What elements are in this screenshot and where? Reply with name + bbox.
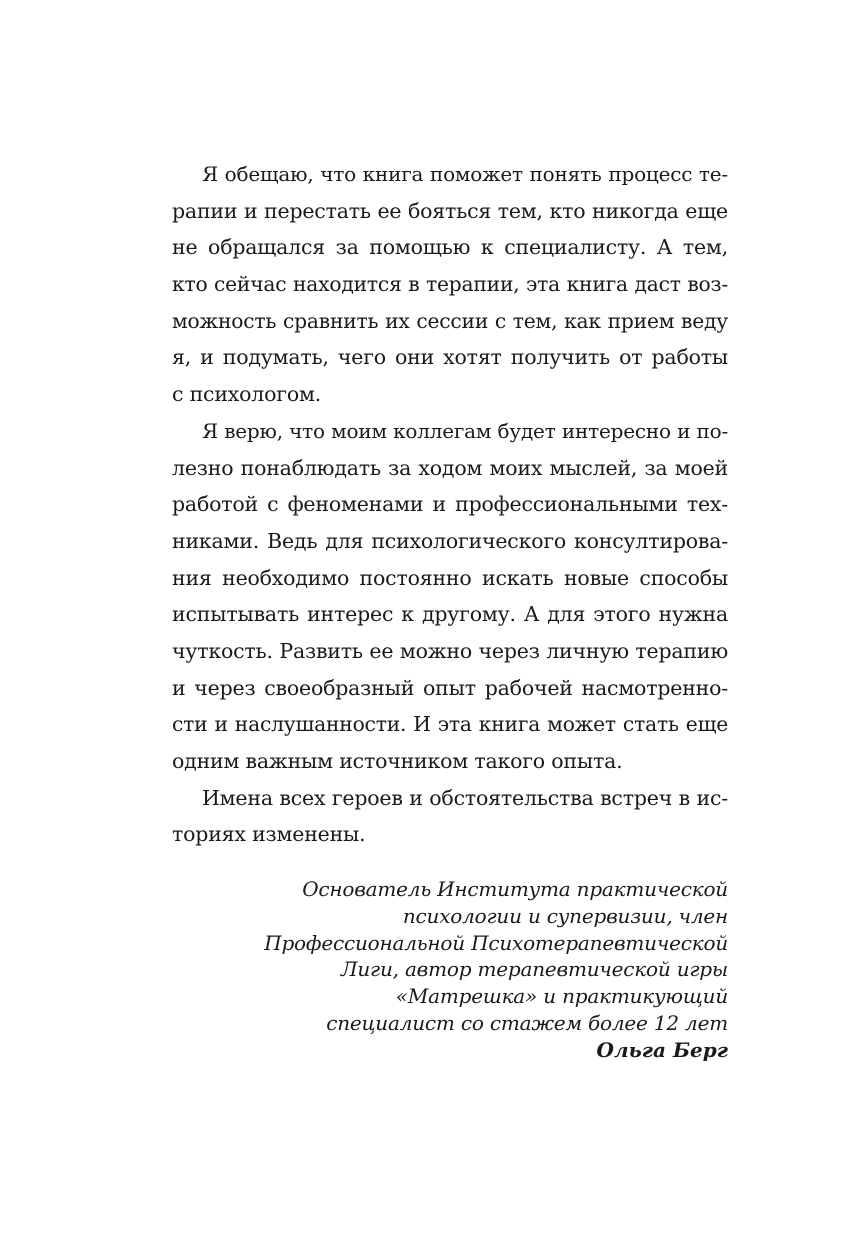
paragraph-line: кто сейчас находится в терапии, эта книга даст воз-	[172, 272, 728, 297]
author-signature	[208, 876, 728, 1064]
paragraph-line: ния необходимо постоянно искать новые способы	[172, 565, 728, 590]
signature-line: Лиги, автор терапевтической игры	[340, 957, 728, 982]
paragraph-line: я, и подумать, чего они хотят получить от работы	[172, 345, 728, 370]
signature-line: Профессиональной Психотерапевтической	[264, 930, 728, 955]
paragraph-3	[172, 780, 728, 853]
paragraph-line: сти и наслушанности. И эта книга может стать еще	[172, 712, 728, 737]
paragraph-line: не обращался за помощью к специалисту. А тем,	[172, 235, 728, 260]
paragraph-line: никами. Ведь для психологического консултирова-	[172, 528, 728, 553]
signature-line: «Матрешка» и практикующий	[395, 984, 728, 1009]
paragraph-line: лезно понаблюдать за ходом моих мыслей, за моей	[172, 455, 728, 480]
paragraph-2	[172, 413, 728, 780]
author-name: Ольга Берг	[596, 1037, 728, 1062]
paragraph-line: одним важным источником такого опыта.	[172, 749, 623, 773]
paragraph-line: работой с феноменами и профессиональными тех-	[172, 492, 728, 517]
paragraph-line: и через своеобразный опыт рабочей насмотреннo-	[172, 675, 728, 700]
paragraph-line: ториях изменены.	[172, 822, 366, 847]
paragraph-1	[172, 156, 728, 413]
signature-line: Основатель Института практической	[302, 877, 728, 901]
paragraph-line: Имена всех героев и обстоятельства встреч в ис-	[202, 785, 728, 810]
paragraph-line: с психологом.	[172, 382, 322, 407]
paragraph-line: Я обещаю, что книга поможет понять процесс те-	[202, 162, 728, 186]
signature-line: специалист со стажем более 12 лет	[326, 1010, 728, 1035]
paragraph-line: Я верю, что моим коллегам будет интересно и по-	[202, 418, 728, 443]
body-text	[172, 156, 728, 853]
signature-line: психологии и супервизии, член	[402, 903, 728, 928]
paragraph-line: рапии и перестать ее бояться тем, кто никогда еще	[172, 198, 728, 223]
paragraph-line: испытывать интерес к другому. А для этого нужна	[172, 602, 728, 627]
paragraph-line: можность сравнить их сессии с тем, как прием веду	[172, 308, 728, 333]
paragraph-line: чуткость. Развить ее можно через личную терапию	[172, 638, 728, 663]
